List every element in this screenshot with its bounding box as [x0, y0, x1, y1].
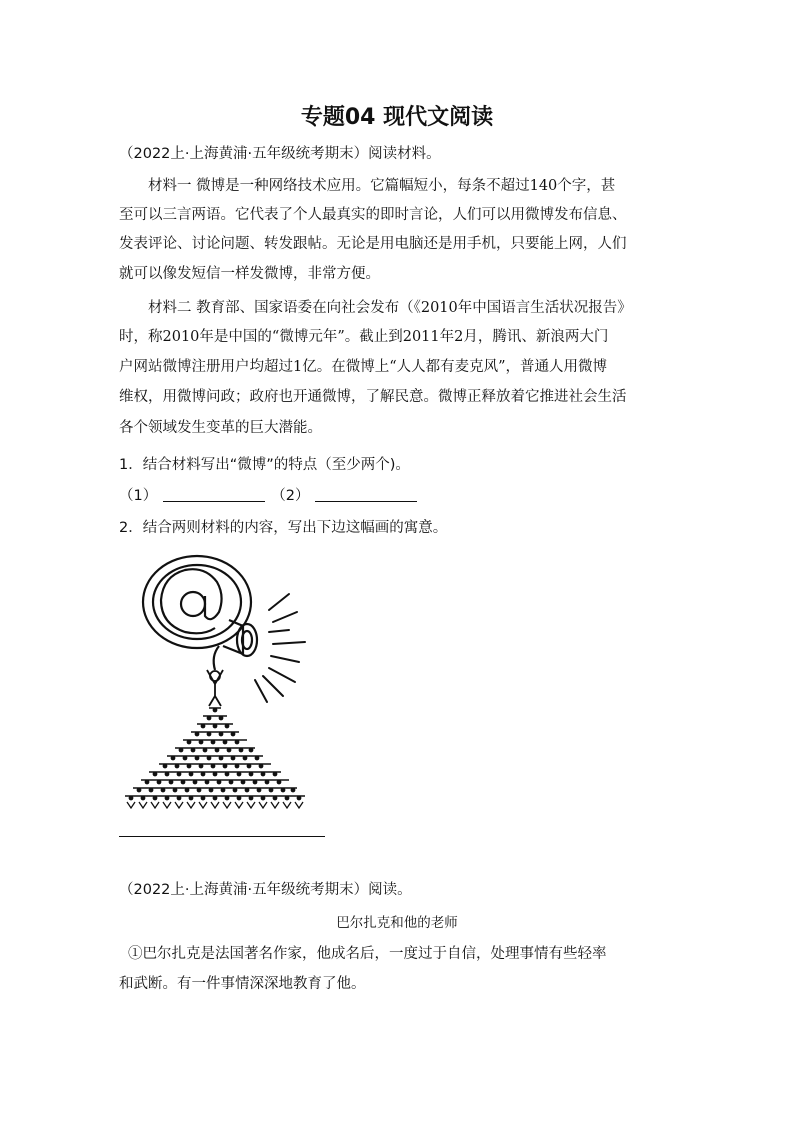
material1-line: 至可以三言两语。它代表了个人最真实的即时言论，人们可以用微博发布信息、 — [119, 207, 627, 223]
question-2: 2．结合两则材料的内容，写出下边这幅画的寓意。 — [119, 520, 448, 536]
question-1: 1．结合材料写出“微博”的特点（至少两个)。 — [119, 457, 410, 473]
material1-line: 就可以像发短信一样发微博，非常方便。 — [119, 266, 380, 282]
answer-blank-2[interactable] — [315, 487, 417, 502]
material1-line: 材料一 微博是一种网络技术应用。它篇幅短小，每条不超过140个字，甚 — [148, 178, 616, 194]
blank-label-2: （2） — [271, 488, 310, 504]
material2-line: 户网站微博注册用户均超过1亿。在微博上“人人都有麦克风”，普通人用微博 — [119, 359, 608, 375]
answer-blank-1[interactable] — [163, 487, 265, 502]
material2-line: 时，称2010年是中国的“微博元年”。截止到2011年2月，腾讯、新浪两大门 — [119, 329, 609, 345]
question-1-blanks — [119, 486, 679, 506]
page-title: 专题04 现代文阅读 — [300, 105, 494, 130]
passage-line: ①巴尔扎克是法国著名作家，他成名后，一度过于自信，处理事情有些轻率 — [128, 946, 607, 962]
material2-line: 维权，用微博问政；政府也开通微博，了解民意。微博正释放着它推进社会生活 — [119, 389, 627, 405]
passage-line: 和武断。有一件事情深深地教育了他。 — [119, 976, 366, 992]
source-note-2: （2022上·上海黄浦·五年级统考期末）阅读。 — [119, 882, 412, 898]
material2-line: 材料二 教育部、国家语委在向社会发布（《2010年中国语言生活状况报告》 — [148, 300, 632, 316]
answer-line-q2[interactable] — [119, 836, 325, 837]
source-note-1: （2022上·上海黄浦·五年级统考期末）阅读材料。 — [119, 146, 441, 162]
weibo-megaphone-illustration — [119, 550, 329, 820]
material1-line: 发表评论、讨论问题、转发跟帖。无论是用电脑还是用手机，只要能上网，人们 — [119, 236, 627, 252]
material2-line: 各个领域发生变革的巨大潜能。 — [119, 420, 322, 436]
blank-label-1: （1） — [119, 488, 158, 504]
passage-title: 巴尔扎克和他的老师 — [336, 915, 458, 931]
